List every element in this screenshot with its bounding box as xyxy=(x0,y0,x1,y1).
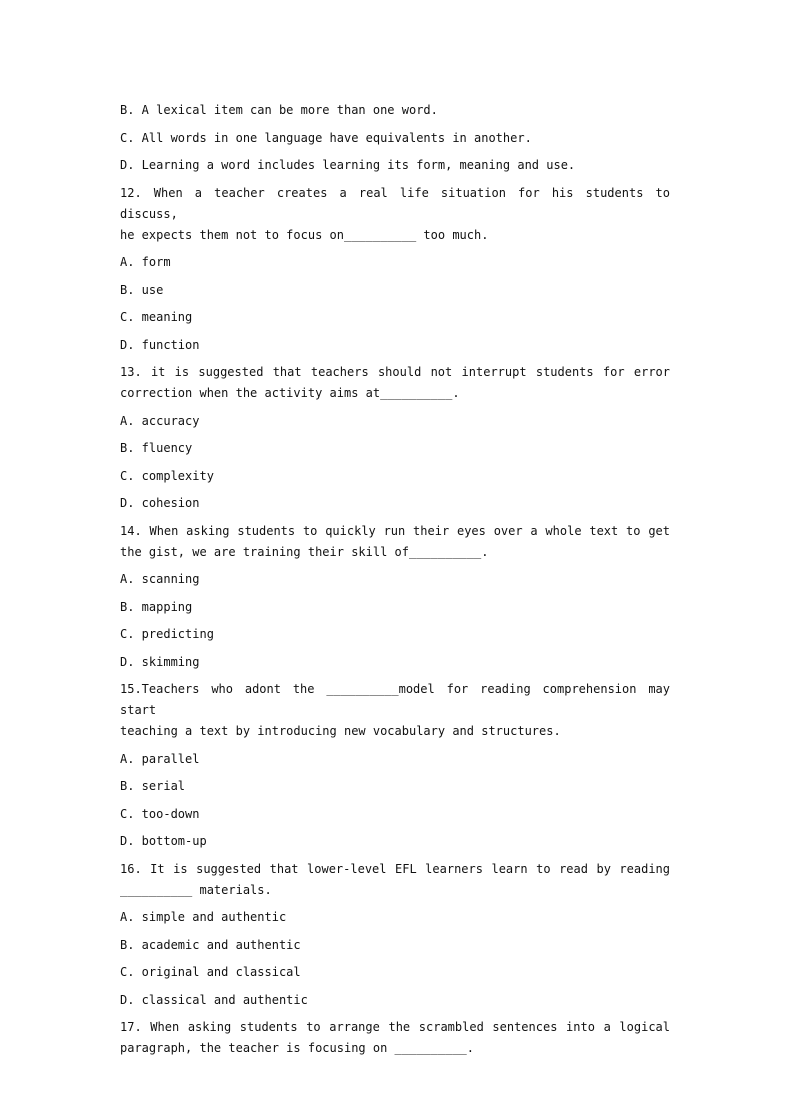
option-12a: A. form xyxy=(120,255,171,269)
question-14-line-2: the gist, we are training their skill of__________. xyxy=(120,544,489,559)
option-16c: C. original and classical xyxy=(120,965,301,979)
question-17-line-2: paragraph, the teacher is focusing on __________. xyxy=(120,1041,475,1055)
question-13-line-1: 13. it is suggested that teachers should not interrupt students for error xyxy=(120,365,670,379)
option-14a: A. scanning xyxy=(120,572,200,586)
option-14c: C. predicting xyxy=(120,627,214,641)
option-14d: D. skimming xyxy=(120,654,200,669)
question-13 xyxy=(120,362,670,404)
option-14b: B. mapping xyxy=(120,599,193,614)
option-15a: A. parallel xyxy=(120,751,200,766)
question-14-line-1: 14. When asking students to quickly run their eyes over a whole text to get xyxy=(120,523,670,538)
option-13d: D. cohesion xyxy=(120,496,200,510)
question-12-line-1: 12. When a teacher creates a real life situation for his students to discuss, xyxy=(120,185,670,221)
option-12d: D. function xyxy=(120,337,200,352)
option-16a: A. simple and authentic xyxy=(120,910,287,924)
question-15-line-1: 15.Teachers who adont the __________model for reading comprehension may start xyxy=(120,682,670,717)
option-11d: D. Learning a word includes learning its form, meaning and use. xyxy=(120,158,576,172)
question-14 xyxy=(120,521,670,563)
question-16-line-2: __________ materials. xyxy=(120,882,272,897)
option-11b: B. A lexical item can be more than one word. xyxy=(120,103,438,117)
option-13b: B. fluency xyxy=(120,441,193,455)
question-12-line-2: he expects them not to focus on__________ too much. xyxy=(120,227,489,242)
question-15 xyxy=(120,679,670,742)
question-15-line-2: teaching a text by introducing new vocabulary and structures. xyxy=(120,724,561,738)
question-13-line-2: correction when the activity aims at__________. xyxy=(120,386,460,400)
option-16d: D. classical and authentic xyxy=(120,992,308,1007)
document-page xyxy=(120,100,670,1066)
option-13a: A. accuracy xyxy=(120,413,200,428)
option-15c: C. too-down xyxy=(120,806,200,821)
question-17 xyxy=(120,1017,670,1059)
option-11c: C. All words in one language have equivalents in another. xyxy=(120,130,532,145)
question-12 xyxy=(120,183,670,246)
option-12b: B. use xyxy=(120,282,164,297)
option-15d: D. bottom-up xyxy=(120,834,207,848)
question-17-line-1: 17. When asking students to arrange the scrambled sentences into a logical xyxy=(120,1020,670,1034)
option-15b: B. serial xyxy=(120,779,186,793)
option-16b: B. academic and authentic xyxy=(120,937,301,952)
question-16 xyxy=(120,859,670,901)
question-16-line-1: 16. It is suggested that lower-level EFL learners learn to read by reading xyxy=(120,861,670,876)
option-12c: C. meaning xyxy=(120,310,193,324)
option-13c: C. complexity xyxy=(120,468,214,483)
